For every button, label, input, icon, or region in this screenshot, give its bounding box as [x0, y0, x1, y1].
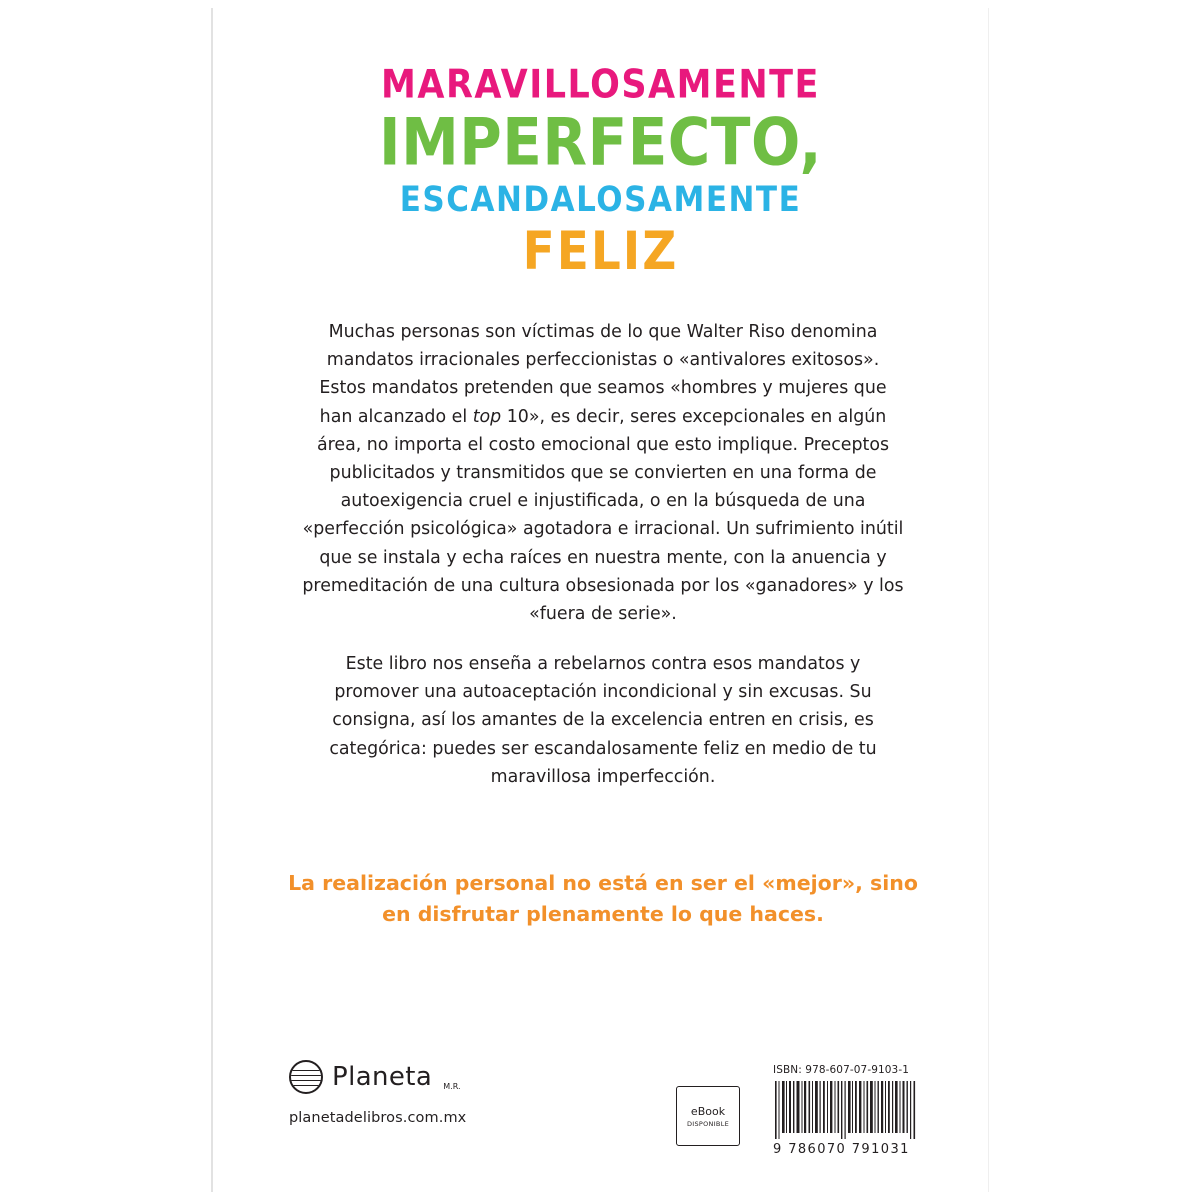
planeta-globe-icon [289, 1060, 323, 1094]
publisher-logo-row [289, 1060, 519, 1094]
blurb-paragraph-2: Este libro nos enseña a rebelarnos contra esos mandatos y promover una autoaceptación incondicional y sin excusas. Su consigna, así los amantes de la excelencia entren en crisis, es categórica: puedes ser escandalosamente feliz en medio de tu maravillosa imperfección. [329, 654, 877, 787]
barcode-icon [773, 1081, 919, 1139]
blurb-p1-part1: Muchas personas son víctimas de lo que Walter Riso denomina mandatos irracionales perfeccionistas o «antivalores exitosos». Estos mandatos pretenden que seamos «hombres y mujeres que han alcanzado el [319, 322, 887, 427]
isbn-label: ISBN: 978-607-07-9103-1 [773, 1064, 909, 1076]
blurb-p1-italic: top [472, 406, 502, 427]
back-cover-blurb [301, 318, 905, 791]
publisher-trademark: M.R. [443, 1082, 461, 1091]
publisher-website[interactable]: planetadelibros.com.mx [289, 1110, 467, 1126]
ebook-badge-title: eBook [690, 1104, 726, 1118]
barcode-digits: 9 786070 791031 [773, 1142, 910, 1157]
title-line-2: IMPERFECTO, [378, 103, 823, 181]
publisher-name: Planeta [332, 1062, 433, 1092]
title-line-3: ESCANDALOSAMENTE [399, 179, 802, 221]
cover-panel [211, 8, 989, 1192]
isbn-block [773, 1064, 933, 1157]
blurb-paragraph-1 [301, 318, 905, 628]
book-title [213, 62, 988, 283]
ebook-badge-subtitle: DISPONIBLE [686, 1119, 730, 1128]
title-line-4: FELIZ [522, 220, 679, 283]
highlight-quote: La realización personal no está en ser el «mejor», sino en disfrutar plenamente lo que haces. [288, 871, 918, 926]
title-line-1: MARAVILLOSAMENTE [381, 62, 820, 108]
blurb-p1-part2: 10», es decir, seres excepcionales en algún área, no importa el costo emocional que esto implique. Preceptos publicitados y transmitidos que se convierten en una forma de autoexigencia cruel e injustificada, o en la búsqueda de una «perfección psicológica» agotadora e irracional. Un sufrimiento inútil que se instala y echa raíces en nuestra mente, con la anuencia y premeditación de una cultura obsesionada por los «ganadores» y los «fuera de serie». [302, 406, 904, 624]
ebook-available-badge [676, 1086, 740, 1146]
publisher-block [289, 1060, 519, 1126]
